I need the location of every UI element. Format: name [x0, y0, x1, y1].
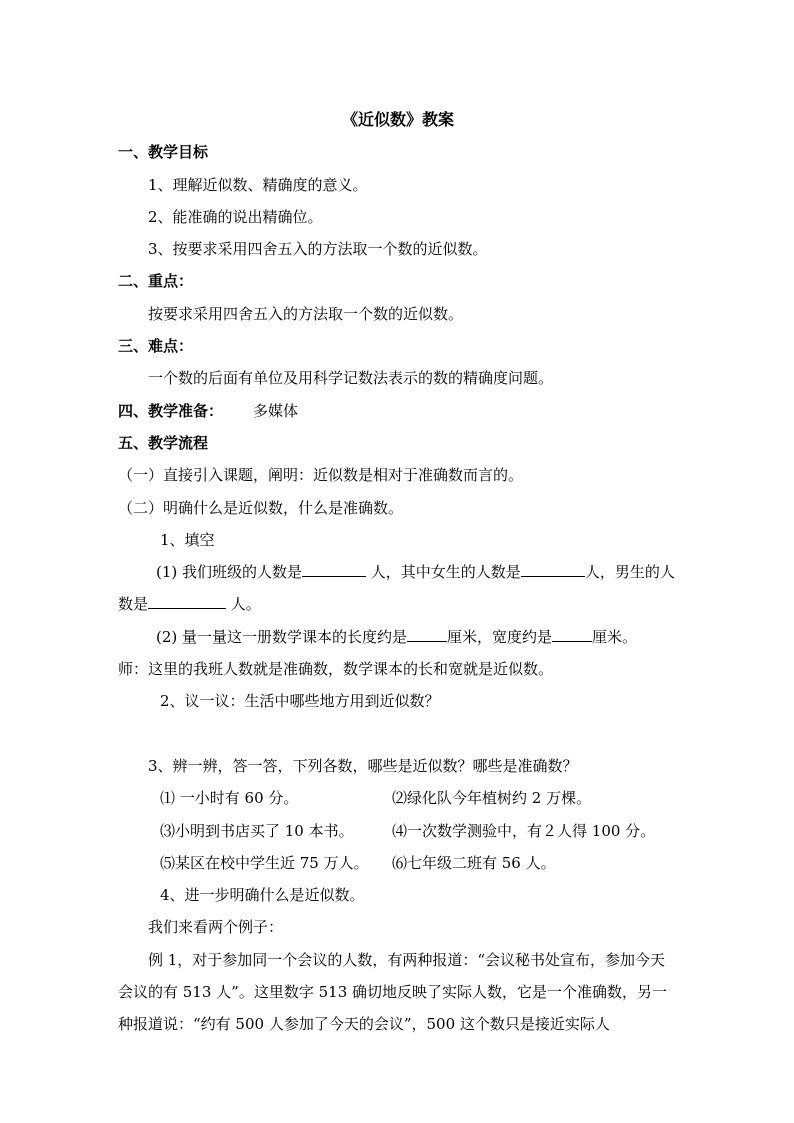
- judge-heading: 3、辨一辨，答一答，下列各数，哪些是近似数？哪些是准确数？: [148, 756, 578, 775]
- blank-class-count: [302, 558, 366, 577]
- blank-boys-count: [148, 590, 226, 609]
- examples-intro: 我们来看两个例子：: [148, 918, 284, 937]
- option-1: ⑴ 一小时有 60 分。: [160, 789, 299, 808]
- option-5: ⑸某区在校中学生近 75 万人。: [160, 853, 369, 872]
- document-body: [118, 104, 678, 1041]
- teacher-note: 师：这里的我班人数就是准确数，数学课本的长和宽就是近似数。: [118, 660, 554, 679]
- difficulty-text: 一个数的后面有单位及用科学记数法表示的数的精确度问题。: [148, 369, 554, 388]
- discuss-heading: 2、议一议：生活中哪些地方用到近似数？: [160, 692, 440, 711]
- fill-q2-part-b: 厘米，宽度约是: [447, 627, 553, 646]
- option-4: ⑷一次数学测验中，有２人得 100 分。: [392, 821, 656, 840]
- example-1-text: 例 1，对于参加同一个会议的人数，有两种报道：“会议秘书处宣布，参加今天会议的有 513 人”。这里数字 513 确切地反映了实际人数，它是一个准确数，另一种报道说：“约有 500 人参加了今天的会议”，500 这个数只是接近实际人: [118, 950, 668, 1034]
- option-6: ⑹七年级二班有 56 人。: [392, 853, 556, 872]
- goal-item-3: 3、按要求采用四舍五入的方法取一个数的近似数。: [148, 240, 488, 259]
- fill-q1-part-d: 的人数是: [118, 563, 675, 614]
- flow-line-2: （二）明确什么是近似数，什么是准确数。: [118, 498, 404, 517]
- fill-q1-part-a: (1) 我们班级的人数是: [156, 563, 303, 582]
- fill-q2-part-c: 厘米。: [592, 627, 638, 646]
- fill-q1-part-b: 人，其中女生的人数是: [366, 563, 521, 582]
- section-4: [118, 395, 678, 427]
- fill-q1-part-c: 人，男生: [584, 563, 645, 582]
- option-3: ⑶小明到书店买了 10 本书。: [160, 821, 354, 840]
- judge-options: [160, 782, 678, 879]
- section-5-heading: 五、教学流程: [118, 433, 209, 452]
- fill-question-2: [118, 621, 678, 653]
- section-2-heading: 二、重点：: [118, 272, 194, 291]
- goal-item-1: 1、理解近似数、精确度的意义。: [148, 175, 368, 194]
- fill-question-1: [118, 556, 678, 621]
- goal-item-2: 2、能准确的说出精确位。: [148, 207, 323, 226]
- section-1-heading: 一、教学目标: [118, 143, 209, 162]
- blank-book-width: [552, 623, 592, 642]
- fill-heading: 1、填空: [160, 530, 215, 549]
- flow-line-1: （一）直接引入课题，阐明：近似数是相对于准确数而言的。: [118, 466, 524, 485]
- section-4-value: 多媒体: [253, 401, 299, 420]
- blank-book-length: [407, 623, 447, 642]
- section-4-heading: 四、教学准备：: [118, 401, 224, 420]
- document-title: 《近似数》教案: [341, 110, 454, 129]
- key-point-text: 按要求采用四舍五入的方法取一个数的近似数。: [148, 304, 464, 323]
- section-3-heading: 三、难点：: [118, 337, 194, 356]
- option-2: ⑵绿化队今年植树约 2 万棵。: [392, 789, 592, 808]
- blank-girls-count: [521, 558, 585, 577]
- fill-q2-part-a: (2) 量一量这一册数学课本的长度约是: [156, 627, 408, 646]
- further-heading: 4、进一步明确什么是近似数。: [160, 886, 365, 905]
- fill-q1-part-e: 人。: [226, 595, 261, 614]
